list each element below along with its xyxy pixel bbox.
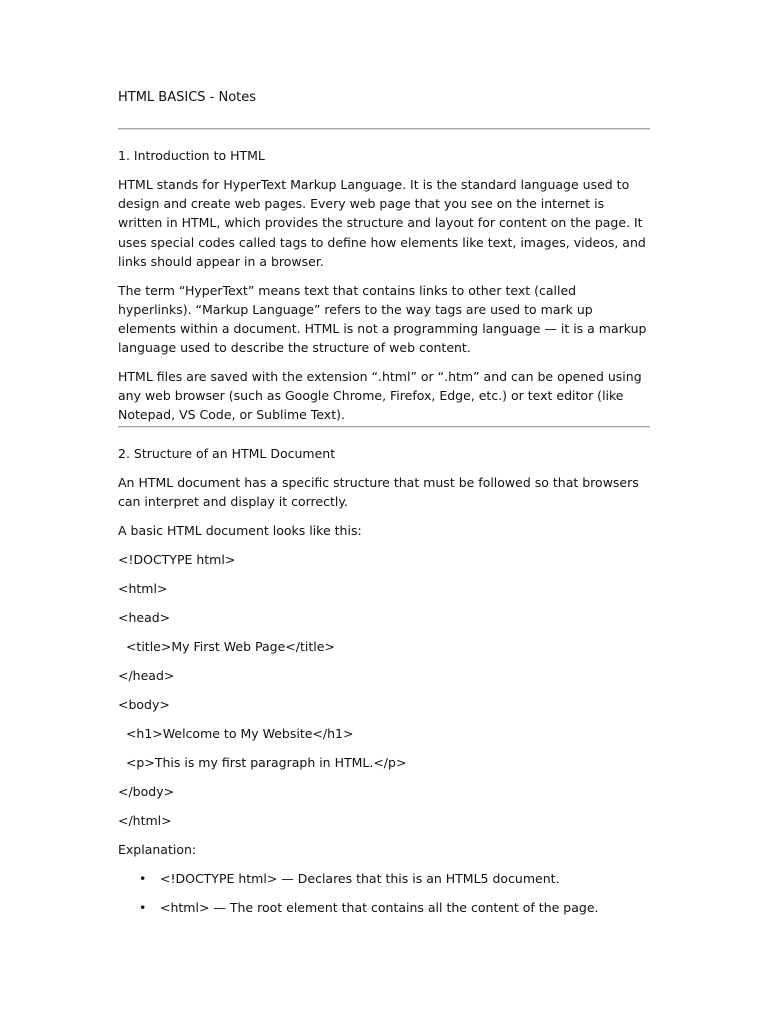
paragraph: HTML files are saved with the extension “.html” or “.htm” and can be opened using any web browser (such as Google Chrome, Firefox, Edge, etc.) or text editor (like Notepad, VS Code, or Sublime Text).	[118, 368, 642, 423]
code-line: <body>	[118, 696, 170, 712]
explanation-list	[118, 869, 652, 917]
code-line: </body>	[118, 783, 175, 799]
section-divider	[118, 426, 650, 428]
example-label: A basic HTML document looks like this:	[118, 522, 362, 538]
code-line: </html>	[118, 812, 172, 828]
code-line: <p>This is my first paragraph in HTML.</p>	[118, 754, 407, 770]
list-item-text: <html> — The root element that contains all the content of the page.	[160, 899, 599, 915]
code-example	[118, 550, 652, 830]
list-item	[118, 898, 652, 917]
code-line: <title>My First Web Page</title>	[118, 638, 335, 654]
code-line: <html>	[118, 580, 168, 596]
code-line: <!DOCTYPE html>	[118, 551, 236, 567]
code-line: <head>	[118, 609, 171, 625]
paragraph: The term “HyperText” means text that contains links to other text (called hyperlinks). “Markup Language” refers to the way tags are used to mark up elements within a document. HTML is not a programming language — it is a markup language used to describe the structure of web content.	[118, 282, 647, 356]
list-item	[118, 869, 652, 888]
explanation-label: Explanation:	[118, 841, 197, 857]
document-page	[118, 0, 652, 1024]
document-title: HTML BASICS - Notes	[118, 90, 257, 105]
section-divider	[118, 128, 650, 130]
section-heading: 1. Introduction to HTML	[118, 148, 265, 163]
section-introduction	[118, 146, 652, 434]
paragraph: HTML stands for HyperText Markup Language. It is the standard language used to design and create web pages. Every web page that you see on the internet is written in HTML, which provides the structure and layout for content on the page. It uses special codes called tags to define how elements like text, images, videos, and links should appear in a browser.	[118, 177, 646, 269]
section-structure	[118, 444, 652, 927]
list-item-text: <!DOCTYPE html> — Declares that this is an HTML5 document.	[160, 870, 560, 886]
code-line: </head>	[118, 667, 175, 683]
code-line: <h1>Welcome to My Website</h1>	[118, 725, 354, 741]
section-heading: 2. Structure of an HTML Document	[118, 446, 336, 461]
bullet-icon: •	[139, 870, 147, 886]
paragraph: An HTML document has a specific structure that must be followed so that browsers can interpret and display it correctly.	[118, 475, 639, 510]
bullet-icon: •	[139, 899, 147, 915]
